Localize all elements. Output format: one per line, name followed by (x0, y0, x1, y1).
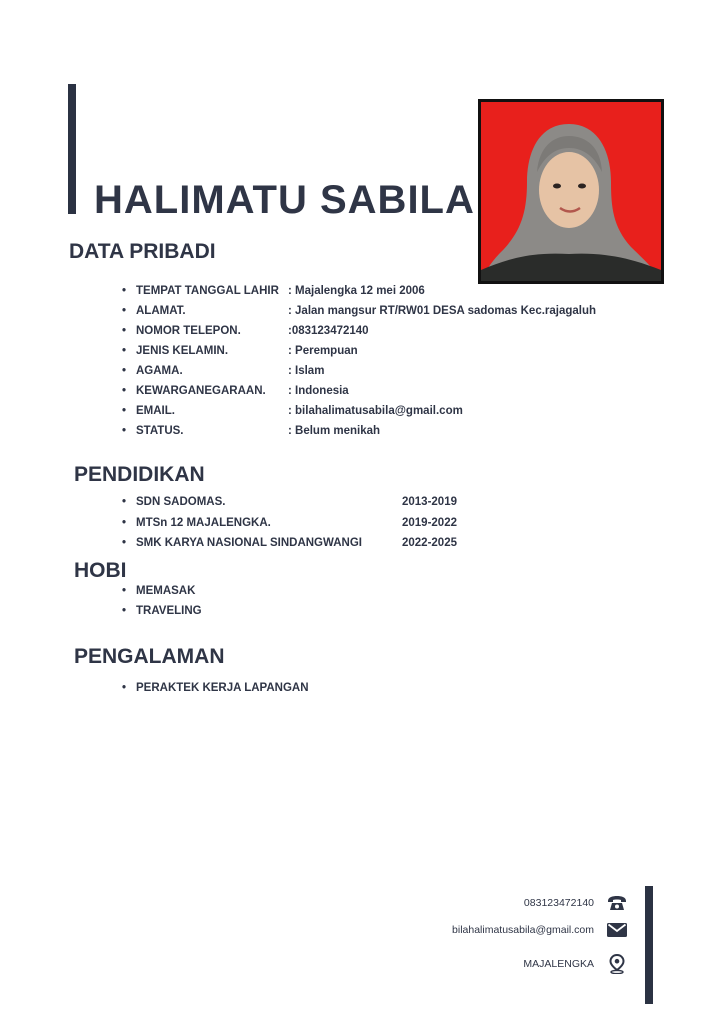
list-item: • SDN SADOMAS. 2013-2019 (120, 492, 457, 513)
list-item: • EMAIL. : bilahalimatusabila@gmail.com (120, 401, 596, 421)
profile-portrait-illustration (481, 102, 661, 281)
list-item: • SMK KARYA NASIONAL SINDANGWANGI 2022-2025 (120, 533, 457, 554)
section-title-personal: DATA PRIBADI (69, 240, 216, 263)
envelope-icon (606, 919, 628, 941)
location-pin-icon (606, 953, 628, 975)
experience-list (120, 678, 309, 698)
list-item: • KEWARGANEGARAAN. : Indonesia (120, 381, 596, 401)
accent-bar-bottom (645, 886, 653, 1004)
list-item: • TRAVELING (120, 601, 202, 621)
contact-location (523, 953, 628, 975)
list-item: • PERAKTEK KERJA LAPANGAN (120, 678, 309, 698)
list-item: • MTSn 12 MAJALENGKA. 2019-2022 (120, 513, 457, 534)
section-title-education: PENDIDIKAN (74, 463, 205, 486)
list-item: • STATUS. : Belum menikah (120, 421, 596, 441)
list-item: • TEMPAT TANGGAL LAHIR : Majalengka 12 mei 2006 (120, 281, 596, 301)
list-item: • AGAMA. : Islam (120, 361, 596, 381)
contact-email-text: bilahalimatusabila@gmail.com (452, 924, 594, 936)
list-item: • MEMASAK (120, 581, 202, 601)
list-item: • JENIS KELAMIN. : Perempuan (120, 341, 596, 361)
profile-photo (478, 99, 664, 284)
contact-phone (524, 892, 628, 914)
contact-location-text: MAJALENGKA (523, 958, 594, 970)
list-item: • ALAMAT. : Jalan mangsur RT/RW01 DESA sadomas Kec.rajagaluh (120, 301, 596, 321)
education-list (120, 492, 457, 554)
section-title-experience: PENGALAMAN (74, 645, 225, 668)
resume-name: HALIMATU SABILA (94, 178, 475, 222)
contact-email (452, 919, 628, 941)
contact-phone-text: 083123472140 (523, 897, 594, 909)
hobby-list (120, 581, 202, 621)
accent-bar-top (68, 84, 76, 214)
list-item: • NOMOR TELEPON. :083123472140 (120, 321, 596, 341)
personal-data-list (120, 281, 596, 441)
phone-icon (606, 892, 628, 914)
section-title-hobby: HOBI (74, 559, 127, 582)
